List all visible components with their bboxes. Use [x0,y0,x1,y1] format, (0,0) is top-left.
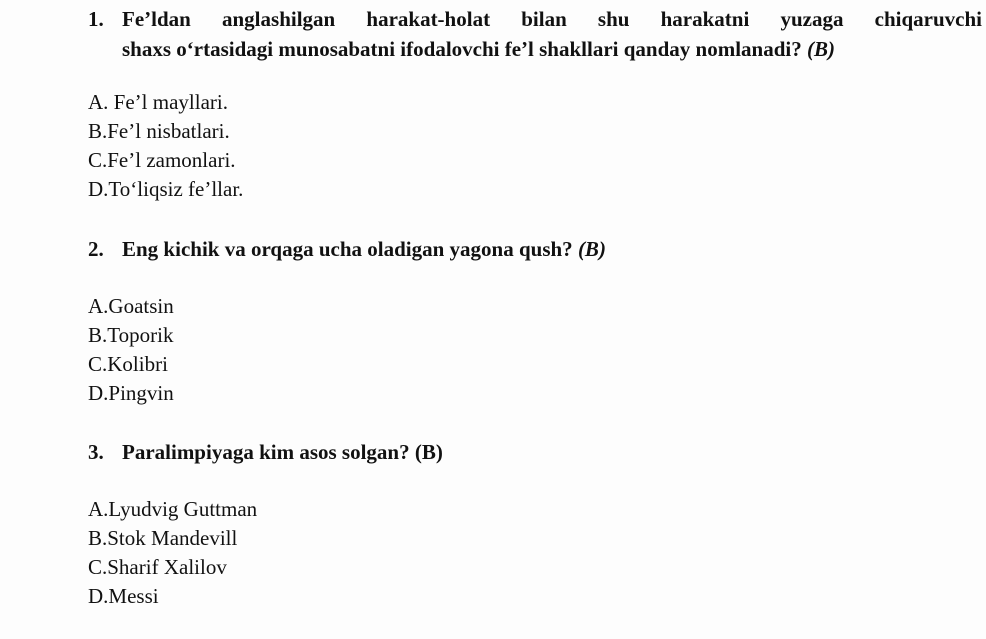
question-1-text-line-1: Fe’ldan anglashilgan harakat-holat bilan shu harakatni yuzaga chiqaruvchi [122,7,982,31]
question-1-line-1 [88,4,982,34]
question-3-text: Paralimpiyaga kim asos solgan? [122,440,410,464]
question-1-option-b: B.Fe’l nisbatlari. [88,119,230,143]
question-2-option-d: D.Pingvin [88,381,174,405]
question-3-option-a: A.Lyudvig Guttman [88,497,258,521]
question-3-option-d: D.Messi [88,584,159,608]
question-1-answer-mark: (B) [806,37,835,61]
question-1-text-line-2: shaxs o‘rtasidagi munosabatni ifodalovchi fe’l shakllari qanday nomlanadi? [122,37,802,61]
question-2-number: 2. [88,237,104,261]
question-3-option-c: C.Sharif Xalilov [88,555,227,579]
question-2-option-b: B.Toporik [88,323,174,347]
question-1-option-d: D.To‘liqsiz fe’llar. [88,177,244,201]
question-2 [88,234,606,264]
question-2-answer-mark: (B) [577,237,606,261]
question-2-option-c: C.Kolibri [88,352,168,376]
question-1-line-2 [122,34,835,64]
question-1-number: 1. [88,7,104,31]
question-3-answer-mark: (B) [414,440,443,464]
question-1-option-a: A. Fe’l mayllari. [88,90,228,114]
question-1-option-c: C.Fe’l zamonlari. [88,148,236,172]
question-3-option-b: B.Stok Mandevill [88,526,238,550]
question-3-number: 3. [88,440,104,464]
question-2-text: Eng kichik va orqaga ucha oladigan yagona qush? [122,237,573,261]
question-3 [88,437,443,467]
question-2-option-a: A.Goatsin [88,294,174,318]
